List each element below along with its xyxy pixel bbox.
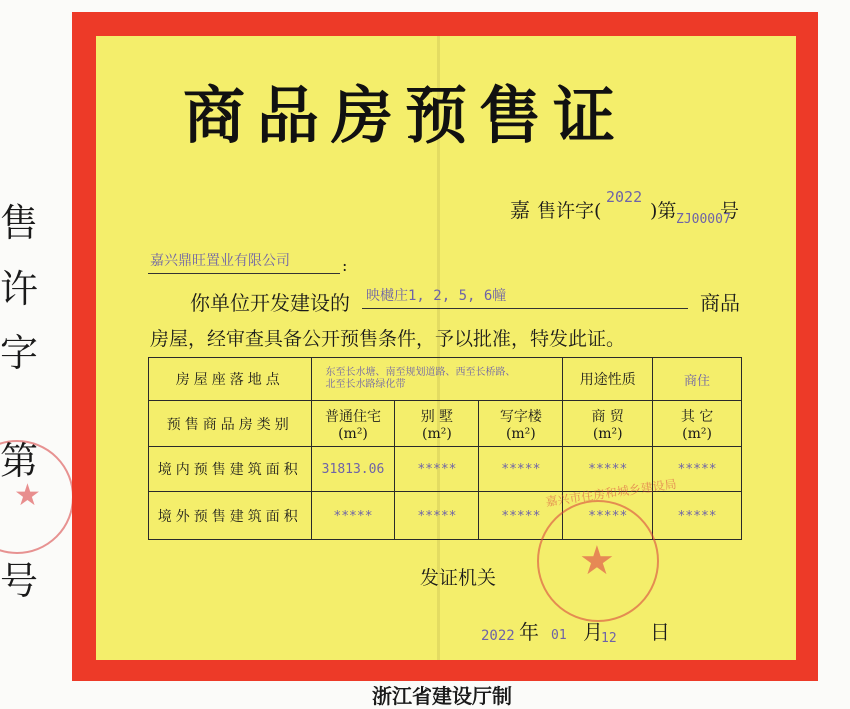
- footer-maker: 浙江省建设厅制: [372, 684, 512, 708]
- foreign-area-value: *****: [677, 508, 717, 524]
- date-day-label: 日: [650, 620, 670, 644]
- statement-suffix: 商品: [700, 291, 740, 315]
- date-month: 01: [551, 628, 567, 643]
- official-stamp: [537, 476, 678, 622]
- star-icon: ★: [14, 478, 41, 513]
- location-label: 房屋座落地点: [149, 358, 312, 401]
- category-name: 其 它: [680, 408, 714, 425]
- usage-label: 用途性质: [563, 358, 653, 401]
- domestic-area-value: *****: [501, 462, 541, 477]
- category-name: 写字楼: [499, 408, 542, 425]
- date-day: 12: [601, 631, 617, 646]
- domestic-area-value: 31813.06: [321, 462, 385, 477]
- date-year: 2022: [481, 628, 515, 644]
- category-unit: (m²): [592, 425, 623, 442]
- number-label-c: 号: [720, 200, 740, 222]
- company-name: 嘉兴鼎旺置业有限公司: [150, 253, 290, 269]
- company-colon: :: [342, 256, 348, 275]
- table-row: [149, 401, 742, 447]
- category-name: 普通住宅: [324, 408, 381, 425]
- prev-page-char: 字: [0, 331, 39, 375]
- previous-page-sliver: [0, 0, 60, 691]
- category-unit: (m²): [505, 425, 536, 442]
- foreign-area-value: *****: [588, 508, 628, 524]
- foreign-area-value: *****: [501, 508, 541, 524]
- foreign-area-value: *****: [417, 508, 457, 524]
- stamp-arc: 嘉兴市住房和城乡建设局: [544, 476, 678, 510]
- usage-value: 商住: [684, 373, 711, 389]
- certificate-title: 商品房预售证: [183, 79, 628, 152]
- domestic-area-value: *****: [417, 462, 457, 477]
- date-month-label: 月: [583, 620, 603, 644]
- number-year: 2022: [606, 188, 643, 206]
- category-unit: (m²): [338, 425, 368, 442]
- number-prefix: 嘉: [510, 198, 530, 222]
- prev-page-char: 号: [0, 559, 39, 603]
- domestic-area-label: 境内预售建筑面积: [149, 447, 312, 492]
- number-code: ZJ00007: [676, 212, 731, 227]
- company-underline: [148, 273, 340, 274]
- project-name: 映樾庄1, 2, 5, 6幢: [366, 288, 507, 304]
- foreign-area-value: *****: [333, 508, 373, 524]
- category-label: 预售商品房类别: [149, 401, 312, 447]
- category-unit: (m²): [682, 425, 712, 442]
- number-label-a: 售许字(: [537, 200, 602, 222]
- number-label-b: )第: [650, 200, 677, 222]
- prev-page-stamp: [0, 440, 74, 554]
- category-name: 商 贸: [591, 408, 624, 425]
- location-value: 东至长水塘、南至规划道路、西至长桥路、北至长水路绿化带: [325, 367, 516, 390]
- domestic-area-value: *****: [588, 462, 628, 477]
- category-name: 别 墅: [420, 408, 454, 425]
- category-unit: (m²): [422, 425, 452, 442]
- project-underline: [362, 308, 688, 309]
- date-year-label: 年: [519, 620, 539, 644]
- presale-table: [148, 357, 742, 540]
- star-icon: ★: [579, 538, 615, 584]
- table-row: [149, 492, 742, 540]
- table-row: [149, 358, 742, 401]
- prev-page-char: 第: [0, 439, 39, 483]
- domestic-area-value: *****: [677, 462, 717, 477]
- statement-line2: 房屋，经审查具备公开预售条件，予以批准，特发此证。: [150, 328, 626, 350]
- foreign-area-label: 境外预售建筑面积: [149, 492, 312, 540]
- statement-prefix: 你单位开发建设的: [190, 291, 350, 315]
- prev-page-char: 售: [0, 201, 39, 245]
- issuer-label: 发证机关: [420, 567, 497, 589]
- prev-page-char: 许: [0, 267, 39, 311]
